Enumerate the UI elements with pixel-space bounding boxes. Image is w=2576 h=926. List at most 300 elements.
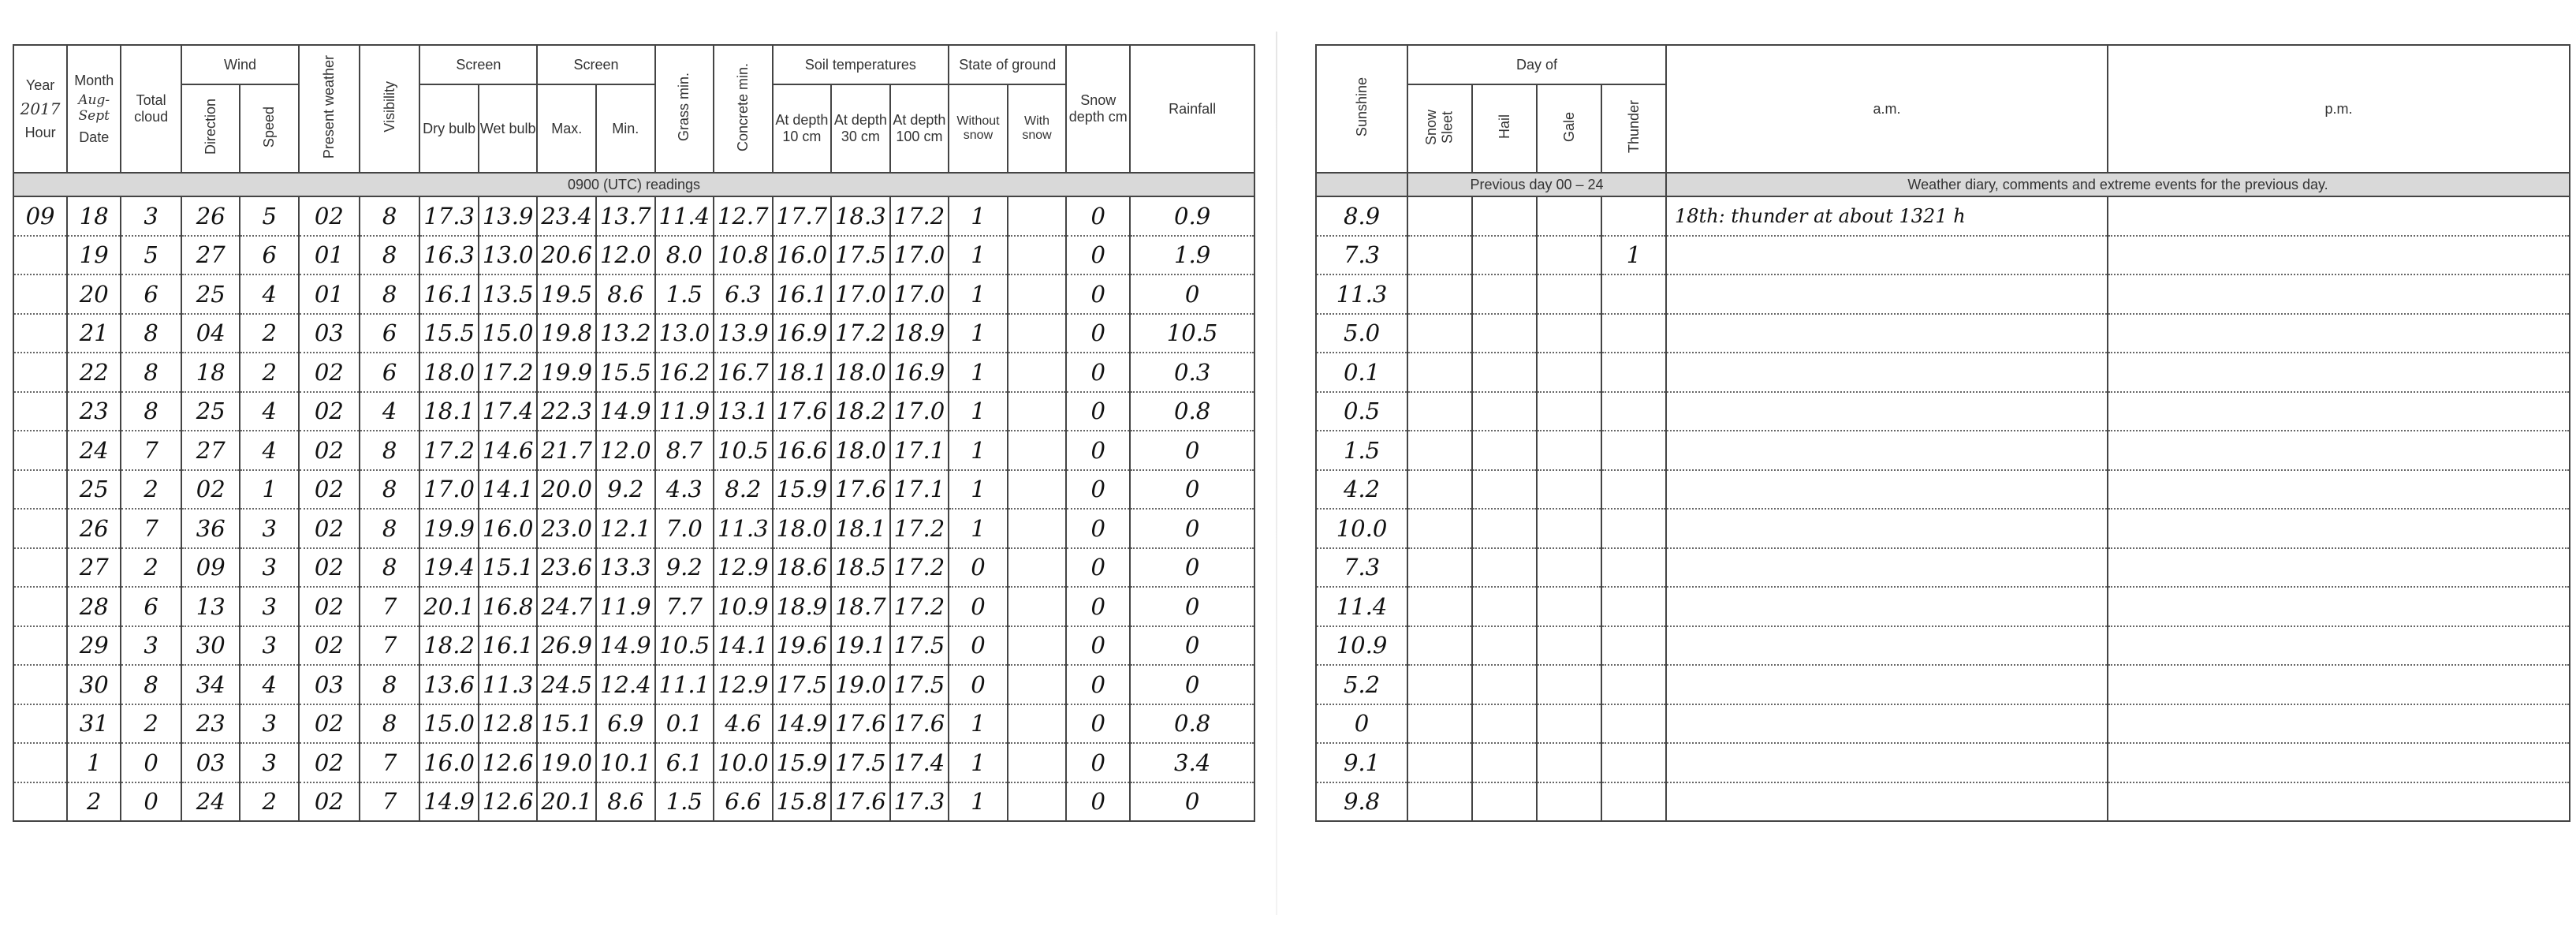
snow-sleet-cell	[1407, 314, 1472, 353]
soil-100cm-cell: 17.0	[890, 392, 949, 431]
grass-min-cell: 6.1	[655, 743, 714, 782]
max-temp-cell: 22.3	[537, 392, 596, 431]
with-snow-cell	[1008, 704, 1067, 744]
snow-sleet-cell	[1407, 509, 1472, 548]
total-cloud-cell: 8	[121, 392, 181, 431]
soil-30cm-cell: 17.5	[831, 743, 890, 782]
soil-100cm-cell: 17.0	[890, 236, 949, 275]
dry-bulb-cell: 15.0	[419, 704, 479, 744]
table-row	[1316, 587, 2570, 626]
snow-sleet-cell	[1407, 196, 1472, 236]
pm-comment-cell	[2108, 743, 2570, 782]
total-cloud-cell: 0	[121, 743, 181, 782]
date-cell: 21	[67, 314, 121, 353]
pm-comment-cell	[2108, 782, 2570, 822]
grass-min-cell: 9.2	[655, 548, 714, 588]
concrete-min-label: Concrete min.	[734, 62, 751, 151]
table-row	[13, 196, 1254, 236]
pm-header: p.m.	[2108, 45, 2570, 173]
min-temp-cell: 6.9	[596, 704, 655, 744]
thunder-cell	[1601, 274, 1666, 314]
without-snow-cell: 0	[949, 665, 1008, 704]
soil-30cm-cell: 17.6	[831, 782, 890, 822]
table-row	[1316, 353, 2570, 392]
visibility-cell: 8	[360, 509, 420, 548]
without-snow-cell: 0	[949, 548, 1008, 588]
min-temp-cell: 14.9	[596, 392, 655, 431]
table-row	[13, 743, 1254, 782]
snow-depth-cell: 0	[1066, 470, 1130, 510]
date-cell: 18	[67, 196, 121, 236]
grass-min-cell: 1.5	[655, 782, 714, 822]
wind-speed-cell: 3	[240, 509, 299, 548]
observations-body	[13, 196, 1254, 821]
hail-cell	[1472, 509, 1537, 548]
soil-temperatures-header: Soil temperatures	[773, 45, 949, 84]
gale-cell	[1537, 626, 1601, 666]
total-cloud-cell: 2	[121, 704, 181, 744]
max-temp-cell: 19.8	[537, 314, 596, 353]
concrete-min-cell: 13.1	[714, 392, 773, 431]
table-row	[1316, 782, 2570, 822]
dry-bulb-cell: 16.3	[419, 236, 479, 275]
min-temp-cell: 14.9	[596, 626, 655, 666]
snow-depth-cell: 0	[1066, 314, 1130, 353]
am-header: a.m.	[1666, 45, 2108, 173]
soil-10cm-cell: 16.6	[773, 431, 832, 470]
wet-bulb-cell: 12.8	[479, 704, 538, 744]
rainfall-cell: 0.9	[1130, 196, 1254, 236]
concrete-min-cell: 12.9	[714, 548, 773, 588]
state-of-ground-header: State of ground	[949, 45, 1066, 84]
sunshine-cell: 0.1	[1316, 353, 1407, 392]
without-snow-cell: 1	[949, 782, 1008, 822]
visibility-cell: 7	[360, 587, 420, 626]
diary-body	[1316, 196, 2570, 821]
table-row	[13, 509, 1254, 548]
soil-100cm-cell: 17.4	[890, 743, 949, 782]
soil-10cm-cell: 15.9	[773, 743, 832, 782]
thunder-cell	[1601, 665, 1666, 704]
soil-100cm-cell: 17.2	[890, 509, 949, 548]
max-temp-cell: 20.6	[537, 236, 596, 275]
concrete-min-cell: 8.2	[714, 470, 773, 510]
gale-cell	[1537, 196, 1601, 236]
am-comment-cell	[1666, 587, 2108, 626]
wind-direction-cell: 30	[181, 626, 240, 666]
dry-bulb-cell: 18.0	[419, 353, 479, 392]
visibility-cell: 7	[360, 626, 420, 666]
grass-min-cell: 16.2	[655, 353, 714, 392]
max-temp-cell: 19.9	[537, 353, 596, 392]
present-weather-cell: 02	[299, 587, 360, 626]
wet-bulb-cell: 15.0	[479, 314, 538, 353]
visibility-cell: 6	[360, 314, 420, 353]
dry-bulb-cell: 18.2	[419, 626, 479, 666]
min-temp-cell: 13.3	[596, 548, 655, 588]
with-snow-cell	[1008, 314, 1067, 353]
hour-cell	[13, 782, 67, 822]
hail-cell	[1472, 665, 1537, 704]
soil-30cm-cell: 18.0	[831, 353, 890, 392]
day-of-header: Day of	[1407, 45, 1666, 84]
hail-cell	[1472, 392, 1537, 431]
table-row	[13, 782, 1254, 822]
soil-10cm-cell: 18.9	[773, 587, 832, 626]
hour-cell	[13, 509, 67, 548]
soil-100cm-cell: 18.9	[890, 314, 949, 353]
pm-comment-cell	[2108, 470, 2570, 510]
hail-cell	[1472, 782, 1537, 822]
sunshine-cell: 10.0	[1316, 509, 1407, 548]
total-cloud-cell: 8	[121, 665, 181, 704]
total-cloud-cell: 8	[121, 353, 181, 392]
soil-100cm-cell: 17.1	[890, 470, 949, 510]
snow-sleet-cell	[1407, 353, 1472, 392]
hail-cell	[1472, 587, 1537, 626]
soil-30cm-cell: 18.5	[831, 548, 890, 588]
wet-bulb-cell: 15.1	[479, 548, 538, 588]
dry-bulb-cell: 18.1	[419, 392, 479, 431]
am-comment-cell	[1666, 392, 2108, 431]
soil-100cm-cell: 17.5	[890, 626, 949, 666]
date-cell: 26	[67, 509, 121, 548]
wind-direction-cell: 23	[181, 704, 240, 744]
visibility-label: Visibility	[381, 81, 397, 133]
table-row	[1316, 743, 2570, 782]
pm-comment-cell	[2108, 704, 2570, 744]
am-comment-cell	[1666, 353, 2108, 392]
concrete-min-cell: 10.9	[714, 587, 773, 626]
total-cloud-cell: 3	[121, 196, 181, 236]
with-snow-cell	[1008, 626, 1067, 666]
wind-direction-cell: 36	[181, 509, 240, 548]
with-snow-cell	[1008, 353, 1067, 392]
min-temp-cell: 12.0	[596, 236, 655, 275]
screen-bulb-header: Screen	[419, 45, 537, 84]
grass-min-cell: 11.4	[655, 196, 714, 236]
with-snow-cell	[1008, 782, 1067, 822]
snow-depth-cell: 0	[1066, 548, 1130, 588]
hail-cell	[1472, 274, 1537, 314]
rainfall-cell: 0	[1130, 548, 1254, 588]
table-row	[1316, 431, 2570, 470]
gale-cell	[1537, 353, 1601, 392]
observations-sheet	[13, 44, 1255, 898]
dry-bulb-cell: 16.1	[419, 274, 479, 314]
soil-10cm-cell: 18.6	[773, 548, 832, 588]
date-cell: 20	[67, 274, 121, 314]
min-temp-cell: 12.1	[596, 509, 655, 548]
diary-sheet	[1315, 44, 2569, 898]
sunshine-cell: 0	[1316, 704, 1407, 744]
wind-direction-cell: 18	[181, 353, 240, 392]
wind-speed-cell: 4	[240, 431, 299, 470]
readings-bar: 0900 (UTC) readings	[13, 173, 1254, 196]
visibility-cell: 8	[360, 196, 420, 236]
table-row	[1316, 274, 2570, 314]
dry-bulb-cell: 16.0	[419, 743, 479, 782]
concrete-min-cell: 11.3	[714, 509, 773, 548]
concrete-min-cell: 12.7	[714, 196, 773, 236]
wind-speed-cell: 3	[240, 626, 299, 666]
soil-100cm-cell: 17.0	[890, 274, 949, 314]
pm-comment-cell	[2108, 196, 2570, 236]
gale-cell	[1537, 509, 1601, 548]
visibility-cell: 8	[360, 236, 420, 275]
snow-depth-cell: 0	[1066, 236, 1130, 275]
speed-header	[240, 84, 299, 173]
wind-direction-cell: 27	[181, 236, 240, 275]
rainfall-cell: 0	[1130, 509, 1254, 548]
hour-label: Hour	[24, 124, 56, 140]
month-label: Month	[74, 72, 114, 88]
min-temp-cell: 10.1	[596, 743, 655, 782]
table-row	[13, 470, 1254, 510]
pm-comment-cell	[2108, 626, 2570, 666]
hour-cell	[13, 392, 67, 431]
present-weather-cell: 02	[299, 431, 360, 470]
date-cell: 23	[67, 392, 121, 431]
pm-comment-cell	[2108, 431, 2570, 470]
min-temp-cell: 13.7	[596, 196, 655, 236]
without-snow-cell: 1	[949, 431, 1008, 470]
wind-speed-cell: 4	[240, 392, 299, 431]
year-label: Year	[25, 77, 55, 93]
snow-sleet-cell	[1407, 782, 1472, 822]
wet-bulb-cell: 16.8	[479, 587, 538, 626]
max-temp-cell: 21.7	[537, 431, 596, 470]
total-cloud-cell: 8	[121, 314, 181, 353]
snow-sleet-cell	[1407, 704, 1472, 744]
rainfall-cell: 0	[1130, 274, 1254, 314]
soil-10cm-cell: 17.5	[773, 665, 832, 704]
wet-bulb-cell: 13.5	[479, 274, 538, 314]
visibility-cell: 8	[360, 274, 420, 314]
without-snow-cell: 1	[949, 392, 1008, 431]
table-row	[13, 704, 1254, 744]
snow-sleet-cell	[1407, 548, 1472, 588]
dry-bulb-cell: 19.4	[419, 548, 479, 588]
gale-cell	[1537, 431, 1601, 470]
total-cloud-cell: 5	[121, 236, 181, 275]
sunshine-cell: 5.0	[1316, 314, 1407, 353]
rainfall-cell: 0	[1130, 626, 1254, 666]
hail-header	[1472, 84, 1537, 173]
wind-direction-cell: 25	[181, 392, 240, 431]
am-comment-cell	[1666, 236, 2108, 275]
rainfall-cell: 0	[1130, 431, 1254, 470]
thunder-cell	[1601, 314, 1666, 353]
table-row	[1316, 665, 2570, 704]
max-temp-cell: 26.9	[537, 626, 596, 666]
table-row	[13, 587, 1254, 626]
total-cloud-header: Total cloud	[121, 45, 181, 173]
snow-depth-cell: 0	[1066, 509, 1130, 548]
with-snow-header: With snow	[1008, 84, 1067, 173]
snow-depth-cell: 0	[1066, 704, 1130, 744]
present-weather-cell: 02	[299, 196, 360, 236]
wet-bulb-cell: 16.1	[479, 626, 538, 666]
min-temp-cell: 8.6	[596, 274, 655, 314]
max-temp-cell: 19.5	[537, 274, 596, 314]
date-cell: 30	[67, 665, 121, 704]
hail-cell	[1472, 704, 1537, 744]
with-snow-cell	[1008, 743, 1067, 782]
hail-cell	[1472, 431, 1537, 470]
soil-10cm-cell: 19.6	[773, 626, 832, 666]
max-temp-cell: 24.7	[537, 587, 596, 626]
speed-label: Speed	[261, 106, 278, 147]
without-snow-cell: 1	[949, 274, 1008, 314]
with-snow-cell	[1008, 236, 1067, 275]
rainfall-cell: 0.8	[1130, 392, 1254, 431]
wind-direction-cell: 34	[181, 665, 240, 704]
present-weather-cell: 02	[299, 392, 360, 431]
visibility-cell: 8	[360, 431, 420, 470]
am-comment-cell	[1666, 470, 2108, 510]
snow-depth-header: Snow depth cm	[1066, 45, 1130, 173]
min-header: Min.	[596, 84, 655, 173]
grass-min-cell: 7.0	[655, 509, 714, 548]
with-snow-cell	[1008, 470, 1067, 510]
table-row	[13, 626, 1254, 666]
concrete-min-cell: 6.6	[714, 782, 773, 822]
table-row	[1316, 314, 2570, 353]
without-snow-cell: 0	[949, 587, 1008, 626]
gale-cell	[1537, 782, 1601, 822]
table-row	[1316, 509, 2570, 548]
wind-direction-cell: 13	[181, 587, 240, 626]
pm-comment-cell	[2108, 665, 2570, 704]
visibility-cell: 8	[360, 470, 420, 510]
sunshine-cell: 11.3	[1316, 274, 1407, 314]
present-weather-cell: 02	[299, 509, 360, 548]
wet-bulb-cell: 13.0	[479, 236, 538, 275]
pm-comment-cell	[2108, 274, 2570, 314]
concrete-min-cell: 13.9	[714, 314, 773, 353]
sunshine-cell: 10.9	[1316, 626, 1407, 666]
soil-10cm-cell: 16.1	[773, 274, 832, 314]
min-temp-cell: 15.5	[596, 353, 655, 392]
without-snow-cell: 1	[949, 196, 1008, 236]
present-weather-cell: 02	[299, 470, 360, 510]
concrete-min-cell: 16.7	[714, 353, 773, 392]
hour-cell	[13, 548, 67, 588]
rainfall-cell: 0	[1130, 782, 1254, 822]
soil-30cm-cell: 18.2	[831, 392, 890, 431]
wet-bulb-cell: 14.6	[479, 431, 538, 470]
hail-cell	[1472, 626, 1537, 666]
sunshine-cell: 11.4	[1316, 587, 1407, 626]
wind-direction-cell: 03	[181, 743, 240, 782]
table-row	[1316, 392, 2570, 431]
date-cell: 22	[67, 353, 121, 392]
sunshine-label: Sunshine	[1353, 77, 1370, 137]
present-weather-cell: 01	[299, 274, 360, 314]
wet-bulb-header: Wet bulb	[479, 84, 538, 173]
total-cloud-cell: 6	[121, 587, 181, 626]
wind-header: Wind	[181, 45, 299, 84]
total-cloud-cell: 0	[121, 782, 181, 822]
snow-sleet-cell	[1407, 236, 1472, 275]
present-weather-cell: 03	[299, 665, 360, 704]
sunshine-header	[1316, 45, 1407, 173]
wind-speed-cell: 6	[240, 236, 299, 275]
thunder-cell	[1601, 704, 1666, 744]
page-gutter	[1276, 32, 1277, 915]
gale-cell	[1537, 392, 1601, 431]
snow-sleet-cell	[1407, 743, 1472, 782]
screen-maxmin-header: Screen	[537, 45, 654, 84]
table-row	[13, 548, 1254, 588]
wet-bulb-cell: 12.6	[479, 782, 538, 822]
wind-speed-cell: 2	[240, 353, 299, 392]
with-snow-cell	[1008, 274, 1067, 314]
thunder-cell	[1601, 509, 1666, 548]
grass-min-cell: 1.5	[655, 274, 714, 314]
rainfall-cell: 10.5	[1130, 314, 1254, 353]
soil-100cm-cell: 17.2	[890, 548, 949, 588]
wind-speed-cell: 4	[240, 274, 299, 314]
hail-cell	[1472, 743, 1537, 782]
year-hour-header	[13, 45, 67, 173]
am-comment-cell	[1666, 431, 2108, 470]
date-cell: 24	[67, 431, 121, 470]
date-cell: 1	[67, 743, 121, 782]
hail-cell	[1472, 353, 1537, 392]
soil-30cm-cell: 17.0	[831, 274, 890, 314]
soil-30cm-cell: 19.1	[831, 626, 890, 666]
depth-100cm-header: At depth 100 cm	[890, 84, 949, 173]
total-cloud-cell: 7	[121, 431, 181, 470]
visibility-header	[360, 45, 420, 173]
dry-bulb-cell: 19.9	[419, 509, 479, 548]
wind-speed-cell: 2	[240, 314, 299, 353]
gale-cell	[1537, 470, 1601, 510]
grass-min-label: Grass min.	[676, 73, 692, 142]
thunder-header	[1601, 84, 1666, 173]
wind-speed-cell: 5	[240, 196, 299, 236]
wind-direction-cell: 02	[181, 470, 240, 510]
visibility-cell: 8	[360, 548, 420, 588]
hail-cell	[1472, 470, 1537, 510]
am-comment-cell: 18th: thunder at about 1321 h	[1666, 196, 2108, 236]
max-temp-cell: 19.0	[537, 743, 596, 782]
sunshine-cell: 7.3	[1316, 548, 1407, 588]
wet-bulb-cell: 17.2	[479, 353, 538, 392]
wind-direction-cell: 25	[181, 274, 240, 314]
without-snow-cell: 1	[949, 470, 1008, 510]
without-snow-cell: 1	[949, 353, 1008, 392]
present-weather-cell: 02	[299, 548, 360, 588]
gale-cell	[1537, 548, 1601, 588]
concrete-min-cell: 10.5	[714, 431, 773, 470]
table-row	[13, 274, 1254, 314]
hail-label: Hail	[1496, 114, 1512, 140]
soil-30cm-cell: 17.6	[831, 470, 890, 510]
hour-cell	[13, 353, 67, 392]
present-weather-cell: 02	[299, 626, 360, 666]
grass-min-cell: 8.0	[655, 236, 714, 275]
with-snow-cell	[1008, 196, 1067, 236]
soil-10cm-cell: 14.9	[773, 704, 832, 744]
pm-comment-cell	[2108, 314, 2570, 353]
snow-sleet-cell	[1407, 274, 1472, 314]
soil-10cm-cell: 15.9	[773, 470, 832, 510]
grass-min-cell: 11.1	[655, 665, 714, 704]
am-comment-cell	[1666, 743, 2108, 782]
